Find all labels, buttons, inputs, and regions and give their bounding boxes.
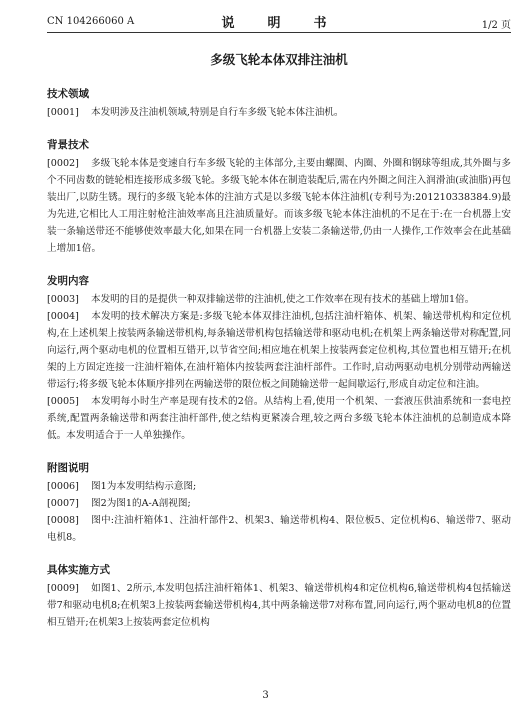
paragraph-text: 本发明涉及注油机领域,特别是自行车多级飞轮本体注油机。 (91, 107, 344, 118)
page-indicator: 1/2 页 (481, 20, 511, 31)
paragraph (47, 512, 511, 546)
paragraph-text: 本发明的技术解决方案是:多级飞轮本体双排注油机,包括注油杆箱体、机架、输送带机构和定位机构,在上述机架上按装两条输送带机构,每条输送带机构包括输送带和驱动电机;在机架上两条输送带对称配置,同向运行,两个驱动电机的位置相互错开,以节省空间;相应地在机架上按装两套定位机构,其位置也相互错开;在机架的上方固定连接一注油杆箱体,在油杆箱体内按装两套注油杆部件。工作时,启动两驱动电机分别带动两输送带运行;将多级飞轮本体顺序排列在两输送带的限位板之间随输送带一起间歇运行,形成自动定位和注油。 (47, 311, 511, 390)
section-heading: 附图说明 (47, 462, 89, 474)
section-heading: 背景技术 (47, 139, 89, 151)
paragraph-text: 如图1、2所示,本发明包括注油杆箱体1、机架3、输送带机构4和定位机构6,输送带机构4包括输送带7和驱动电机8;在机架3上按装两套输送带机构4,其中两条输送带7对称布置,同向运行,两个驱动电机8的位置相互错开;在机架3上按装两套定位机构 (47, 583, 511, 628)
paragraph (47, 478, 511, 495)
paragraph (47, 291, 511, 308)
paragraph-number: [0006] (47, 481, 79, 492)
paragraph-text: 本发明的目的是提供一种双排输送带的注油机,使之工作效率在现有技术的基础上增加1倍。 (91, 294, 475, 305)
document-body (47, 44, 511, 631)
doc-type: 说 明 书 (221, 16, 337, 31)
paragraph-text: 本发明每小时生产率是现有技术的2倍。从结构上看,使用一个机架、一套液压供油系统和一套电控系统,配置两条输送带和两套注油杆部件,使之结构更紧凑合理,较之两台多级飞轮本体注油机的总制造成本降低。本发明适合于一人单独操作。 (47, 396, 511, 441)
paragraph-number: [0005] (47, 396, 79, 407)
section-heading: 技术领域 (47, 88, 89, 100)
paragraph-number: [0004] (47, 311, 79, 322)
paragraph-text: 图中:注油杆箱体1、注油杆部件2、机架3、输送带机构4、限位板5、定位机构6、输送带7、驱动电机8。 (47, 515, 511, 543)
paragraph (47, 308, 511, 393)
paragraph-number: [0002] (47, 158, 79, 169)
section-gap (47, 546, 511, 562)
paragraph-number: [0003] (47, 294, 79, 305)
paragraph-text: 多级飞轮本体是变速自行车多级飞轮的主体部分,主要由螺圈、内圈、外圈和钢球等组成,其外圈与多个不同齿数的链轮相连接形成多级飞轮。多级飞轮本体在制造装配后,需在内外圈之间注入润滑油(或油脂)再包装出厂,以防生锈。现行的多级飞轮本体的注油方式是以多级飞轮本体注油机(专利号为:201210338384.9)最为先进,它相比人工用注射枪注油效率高且注油质量好。而该多级飞轮本体注油机的不足在于:在一台机器上安装一条输送带还不能够使效率最大化,如果在同一台机器上安装二条输送带,仍由一人操作,工作效率会在此基础上增加1倍。 (47, 158, 511, 254)
paragraph (47, 393, 511, 444)
section-gap (47, 257, 511, 273)
paragraph-number: [0007] (47, 498, 79, 509)
section-heading: 具体实施方式 (47, 564, 110, 576)
paragraph (47, 495, 511, 512)
paragraph-number: [0008] (47, 515, 79, 526)
paragraph (47, 155, 511, 257)
paragraph-text: 图2为图1的A-A剖视图; (91, 498, 191, 509)
page-header (47, 12, 511, 34)
paragraph (47, 104, 511, 121)
paragraph (47, 580, 511, 631)
sections-container (47, 86, 511, 631)
paragraph-number: [0009] (47, 583, 79, 594)
document-title: 多级飞轮本体双排注油机 (210, 52, 348, 67)
doc-number: CN 104266060 A (47, 16, 135, 27)
header-rule (47, 32, 511, 33)
paragraph-number: [0001] (47, 107, 79, 118)
paragraph-text: 图1为本发明结构示意图; (91, 481, 197, 492)
section-gap (47, 121, 511, 137)
section-heading: 发明内容 (47, 275, 89, 287)
page-number: 3 (262, 690, 269, 701)
section-gap (47, 444, 511, 460)
